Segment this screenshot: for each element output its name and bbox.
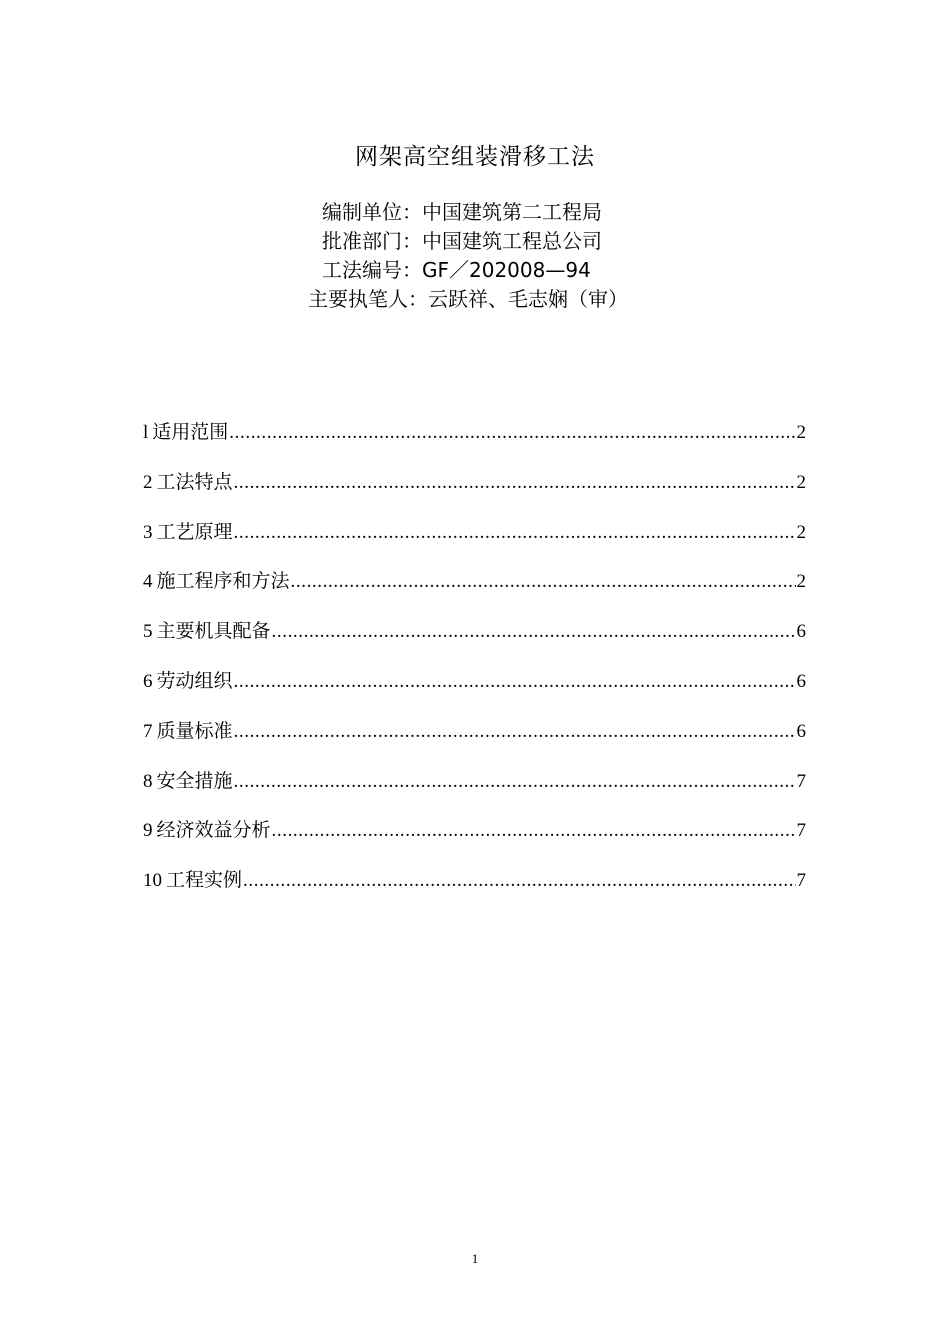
info-line-compiler [0,198,950,227]
document-info [0,198,950,314]
toc-title: 安全措施 [156,769,233,792]
toc-number: 10 [143,870,162,892]
toc-page-number: 7 [796,870,806,892]
toc-leader [234,718,796,746]
toc-title: 经济效益分析 [156,819,271,842]
info-line-code [0,256,950,285]
toc-entry-economics[interactable] [143,816,806,866]
toc-number: 5 [143,621,153,643]
info-value: 云跃祥、毛志娴（审） [428,287,628,311]
toc-leader [229,419,795,447]
toc-number: l [143,422,149,443]
toc-title: 质量标准 [156,719,233,742]
toc-number: 7 [143,720,153,742]
toc-leader [243,867,795,895]
toc-entry-equipment[interactable] [143,617,806,667]
toc-page-number: 6 [796,670,806,692]
toc-leader [234,469,796,497]
toc-leader [234,768,796,796]
toc-leader [234,519,796,547]
toc-title: 工法特点 [156,470,233,493]
toc-leader [272,618,796,646]
document-title: 网架高空组装滑移工法 [355,144,595,170]
toc-page-number: 7 [796,820,806,842]
toc-leader [234,668,796,696]
toc-page-number: 2 [796,571,806,593]
toc-number: 2 [143,471,153,493]
info-label: 主要执笔人： [308,287,428,311]
toc-page-number: 7 [796,770,806,792]
toc-leader [272,817,796,845]
toc-number: 4 [143,571,153,593]
info-value: 中国建筑工程总公司 [422,229,602,253]
toc-entry-principle[interactable] [143,518,806,568]
toc-page-number: 2 [796,422,806,443]
toc-number: 6 [143,670,153,692]
toc-number: 9 [143,820,153,842]
toc-page-number: 2 [796,471,806,493]
info-label: 编制单位： [322,200,422,224]
info-value: GF／202008—94 [422,258,591,282]
toc-page-number: 6 [796,621,806,643]
info-line-authors [0,285,950,314]
toc-title: 劳动组织 [156,669,233,692]
toc-title: 适用范围 [152,421,229,443]
toc-entry-features[interactable] [143,468,806,518]
toc-page-number: 2 [796,521,806,543]
page-number: 1 [471,1251,479,1266]
toc-page-number: 6 [796,720,806,742]
toc-leader [291,568,796,596]
info-label: 工法编号： [322,258,422,282]
toc-entry-examples[interactable] [143,866,806,916]
info-value: 中国建筑第二工程局 [422,200,602,224]
toc-entry-labor[interactable] [143,667,806,717]
toc-title: 施工程序和方法 [156,570,290,593]
toc-title: 工程实例 [166,869,243,892]
toc-title: 主要机具配备 [156,620,271,643]
table-of-contents [143,418,806,916]
info-label: 批准部门： [322,229,422,253]
toc-number: 3 [143,521,153,543]
toc-entry-safety[interactable] [143,767,806,817]
toc-number: 8 [143,770,153,792]
info-line-approver [0,227,950,256]
toc-title: 工艺原理 [156,520,233,543]
toc-entry-quality[interactable] [143,717,806,767]
toc-entry-scope[interactable] [143,418,806,468]
toc-entry-procedure[interactable] [143,567,806,617]
